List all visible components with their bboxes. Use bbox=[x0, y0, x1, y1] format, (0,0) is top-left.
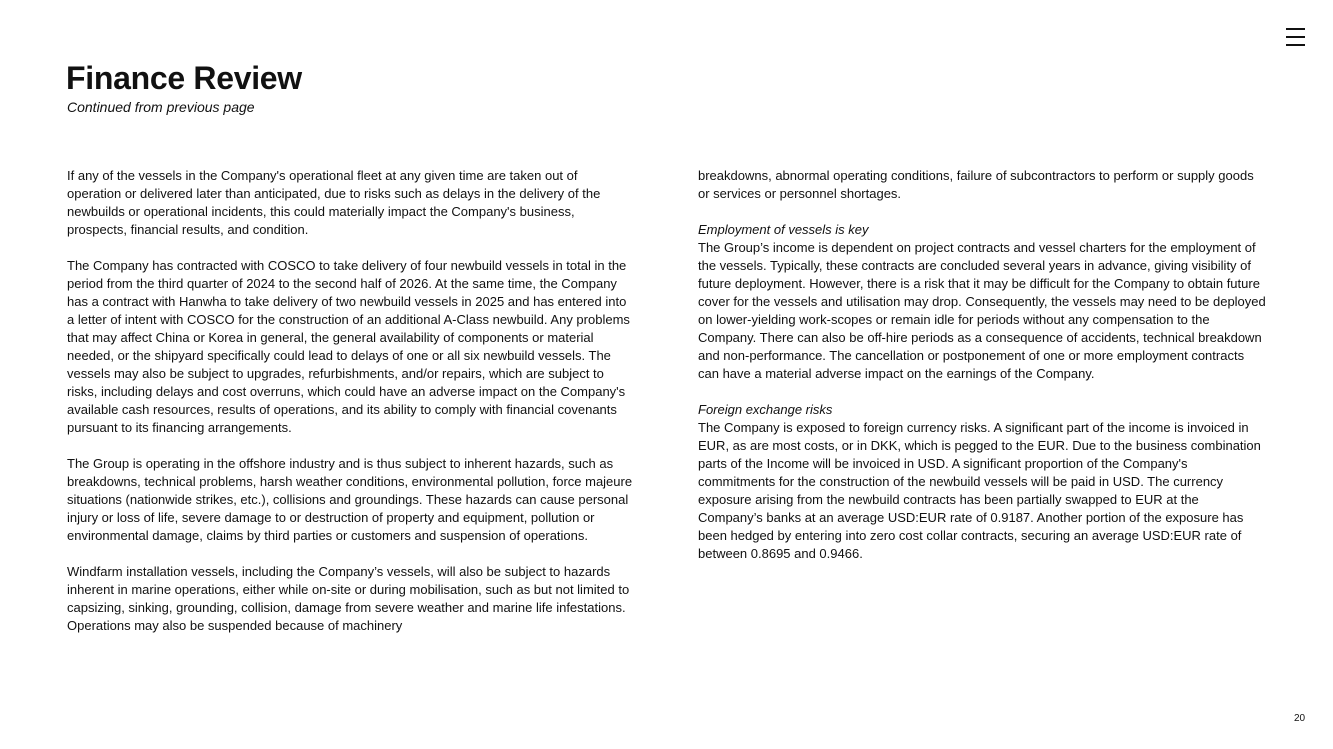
paragraph-marine-operations: Windfarm installation vessels, including the Company’s vessels, will also be subject to hazards inherent in marine operations, either while on-site or during mobilisation, such as but not limited to capsizing, sinking, grounding, collision, damage from severe weather and marine life infestations. Operations may also be suspended because of machinery bbox=[67, 564, 630, 633]
page-number: 20 bbox=[1294, 713, 1306, 724]
paragraph-continuation: breakdowns, abnormal operating conditions, failure of subcontractors to perform or supply goods or services or personnel shortages. bbox=[698, 168, 1254, 201]
paragraph-fleet-risk: If any of the vessels in the Company's operational fleet at any given time are taken out of operation or delivered later than anticipated, due to risks such as delays in the delivery of the newbuilds or operational incidents, this could materially impact the Company's business, prospects, financial results, and condition. bbox=[67, 168, 601, 237]
right-column bbox=[698, 167, 1266, 581]
menu-bar-middle bbox=[1286, 36, 1305, 38]
menu-bar-top bbox=[1286, 28, 1305, 30]
hamburger-menu-icon[interactable] bbox=[1285, 27, 1307, 47]
section-body-employment: The Group’s income is dependent on project contracts and vessel charters for the employment of the vessels. Typically, these contracts are concluded several years in advance, giving visibility of future deployment. However, there is a risk that it may be difficult for the Company to obtain future cover for the vessels and utilisation may drop. Consequently, the vessels may need to be deployed on lower-yielding work-scopes or remain idle for periods without any compensation to the Company. There can also be off-hire periods as a consequence of accidents, technical breakdown and non-performance. The cancellation or postponement of one or more employment contracts can have a material adverse impact on the earnings of the Company. bbox=[698, 240, 1266, 381]
section-foreign-exchange bbox=[698, 401, 1266, 563]
page-title: Finance Review bbox=[66, 60, 302, 96]
section-heading-foreign-exchange: Foreign exchange risks bbox=[698, 402, 833, 417]
paragraph-offshore-hazards: The Group is operating in the offshore industry and is thus subject to inherent hazards, such as breakdowns, technical problems, harsh weather conditions, environmental pollution, force majeure situations (nationwide strikes, etc.), collisions and groundings. These hazards can cause personal injury or loss of life, severe damage to or destruction of property and equipment, pollution or environmental damage, claims by third parties or customers and suspension of operations. bbox=[67, 456, 633, 543]
left-column bbox=[67, 167, 635, 653]
section-body-foreign-exchange: The Company is exposed to foreign currency risks. A significant part of the income is invoiced in EUR, as are most costs, or in DKK, which is pegged to the EUR. Due to the business combination parts of the Income will be invoiced in USD. A significant proportion of the Company's commitments for the construction of the newbuild vessels will be paid in USD. The currency exposure arising from the newbuild contracts has been partially swapped to EUR at the Company’s banks at an average USD:EUR rate of 0.9187. Another portion of the exposure has been hedged by entering into zero cost collar contracts, securing an average USD:EUR rate of between 0.8695 and 0.9466. bbox=[698, 420, 1261, 561]
section-employment bbox=[698, 221, 1266, 383]
page-subtitle: Continued from previous page bbox=[67, 99, 255, 115]
section-heading-employment: Employment of vessels is key bbox=[698, 222, 869, 237]
menu-bar-bottom bbox=[1286, 44, 1305, 46]
paragraph-newbuild-contracts: The Company has contracted with COSCO to take delivery of four newbuild vessels in total in the period from the third quarter of 2024 to the second half of 2026. At the same time, the Company has a contract with Hanwha to take delivery of two newbuild vessels in 2025 and has entered into a letter of intent with COSCO for the construction of an additional A-Class newbuild. Any problems that may affect China or Korea in general, the general availability of components or material needed, or the shipyard specifically could lead to delays of one or all six newbuild vessels. The vessels may also be subject to upgrades, refurbishments, and/or repairs, which are subject to risks, including delays and cost overruns, which could have an adverse impact on the Company's available cash resources, results of operations, and its ability to comply with financial covenants pursuant to its financing arrangements. bbox=[67, 258, 630, 435]
